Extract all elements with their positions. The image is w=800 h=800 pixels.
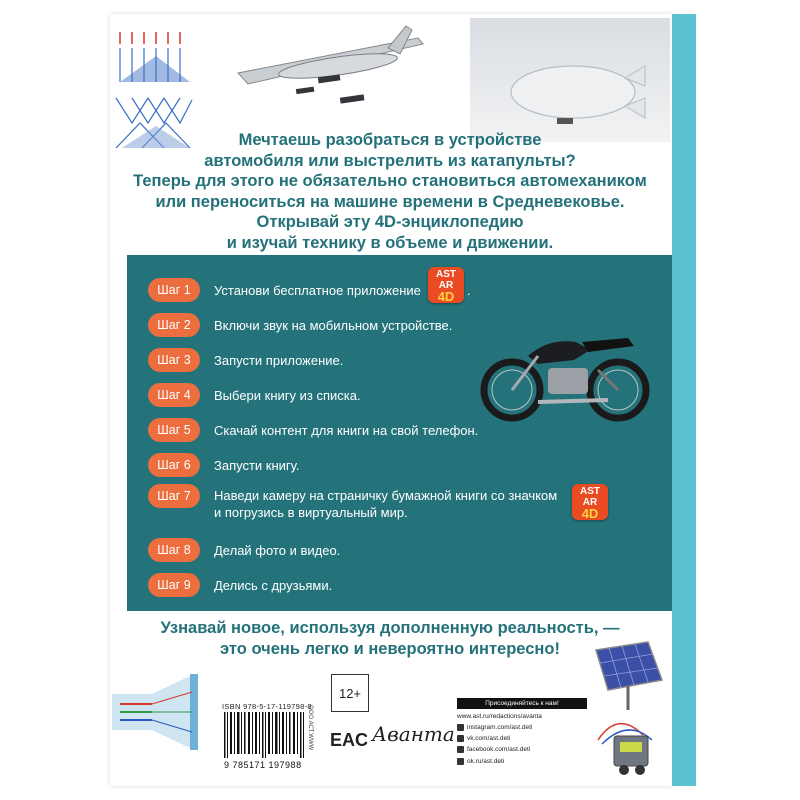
social-link-vk [457, 735, 587, 742]
step-text: Скачай контент для книги на свой телефон. [214, 422, 479, 438]
step-label: Шаг 4 [148, 383, 200, 407]
step-text: Запусти книгу. [214, 457, 300, 473]
social-link-ok [457, 758, 587, 765]
social-link-instagram [457, 724, 587, 731]
social-link-text: ok.ru/ast.deti [467, 757, 505, 765]
step-5 [148, 417, 478, 443]
social-link-text: instagram.com/ast.deti [467, 724, 533, 732]
social-link-facebook [457, 746, 587, 753]
step-4 [148, 382, 361, 408]
step-3 [148, 347, 343, 373]
step-9 [148, 572, 332, 598]
social-link-text: vk.com/ast.deti [467, 735, 511, 743]
social-link-website [457, 713, 587, 720]
step-text: Наведи камеру на страничку бумажной книги со значком [214, 488, 558, 503]
light-beam-illustration [112, 672, 212, 752]
age-rating: 12+ [331, 674, 369, 712]
vertical-imprint: ООО АСТ.WWW [307, 705, 313, 751]
intro-text [120, 130, 660, 253]
badge-line1: AST AR [580, 485, 600, 508]
step-8 [148, 537, 340, 563]
social-links [457, 698, 587, 765]
outro-line: Узнавай новое, используя дополненную реальность, — [160, 619, 620, 637]
ast-ar-badge [428, 267, 464, 303]
step-label: Шаг 8 [148, 538, 200, 562]
eac-mark: EAC [330, 730, 369, 750]
badge-line1: AST AR [436, 268, 456, 291]
step-text: Делись с друзьями. [214, 577, 333, 593]
blimp-illustration [505, 48, 655, 138]
intro-line: или переноситься на машине времени в Средневековье. [155, 192, 625, 211]
step-label: Шаг 1 [148, 278, 200, 302]
solar-panel-illustration [588, 640, 670, 780]
social-link-text: facebook.com/ast.deti [467, 746, 531, 754]
step-label: Шаг 5 [148, 418, 200, 442]
step-7 [148, 484, 557, 524]
social-heading: Присоединяйтесь к нам! [457, 698, 587, 709]
step-text: Установи бесплатное приложение [214, 282, 421, 298]
publisher-logo: Аванта [372, 722, 455, 746]
step-2 [148, 312, 452, 338]
drone-illustration [228, 18, 428, 118]
step-label: Шаг 6 [148, 453, 200, 477]
step-1-suffix: . [467, 283, 471, 298]
intro-line: Теперь для этого не обязательно становиться автомехаником [133, 172, 647, 190]
outro-text [120, 618, 660, 660]
step-label: Шаг 3 [148, 348, 200, 372]
barcode [224, 712, 304, 758]
step-label: Шаг 7 [148, 484, 200, 508]
step-1 [148, 277, 421, 303]
step-6 [148, 452, 299, 478]
barcode-number: 9 785171 197988 [224, 760, 302, 770]
step-text: Запусти приложение. [214, 352, 344, 368]
step-text: Делай фото и видео. [214, 542, 341, 558]
step-text-block [214, 487, 557, 521]
intro-line: Открывай эту 4D-энциклопедию [256, 213, 524, 231]
isbn-text: ISBN 978-5-17-119798-8 [222, 702, 312, 711]
book-spine [672, 14, 696, 786]
intro-line: Мечтаешь разобраться в устройстве [238, 131, 542, 149]
ok-icon [457, 758, 464, 765]
vk-icon [457, 735, 464, 742]
outro-line: это очень легко и невероятно интересно! [220, 640, 560, 658]
step-text: Выбери книгу из списка. [214, 387, 361, 403]
step-text: Включи звук на мобильном устройстве. [214, 317, 453, 333]
instagram-icon [457, 724, 464, 731]
ast-ar-badge [572, 484, 608, 520]
motorcycle-illustration [478, 320, 653, 430]
intro-line: автомобиля или выстрелить из катапульты? [204, 151, 576, 170]
step-label: Шаг 9 [148, 573, 200, 597]
step-label: Шаг 2 [148, 313, 200, 337]
step-text: и погрузись в виртуальный мир. [214, 505, 408, 520]
facebook-icon [457, 746, 464, 753]
social-link-text: www.ast.ru/redactions/avanta [457, 713, 542, 720]
badge-line2: 4D [437, 288, 455, 304]
intro-line: и изучай технику в объеме и движении. [226, 233, 554, 252]
badge-line2: 4D [581, 505, 599, 521]
